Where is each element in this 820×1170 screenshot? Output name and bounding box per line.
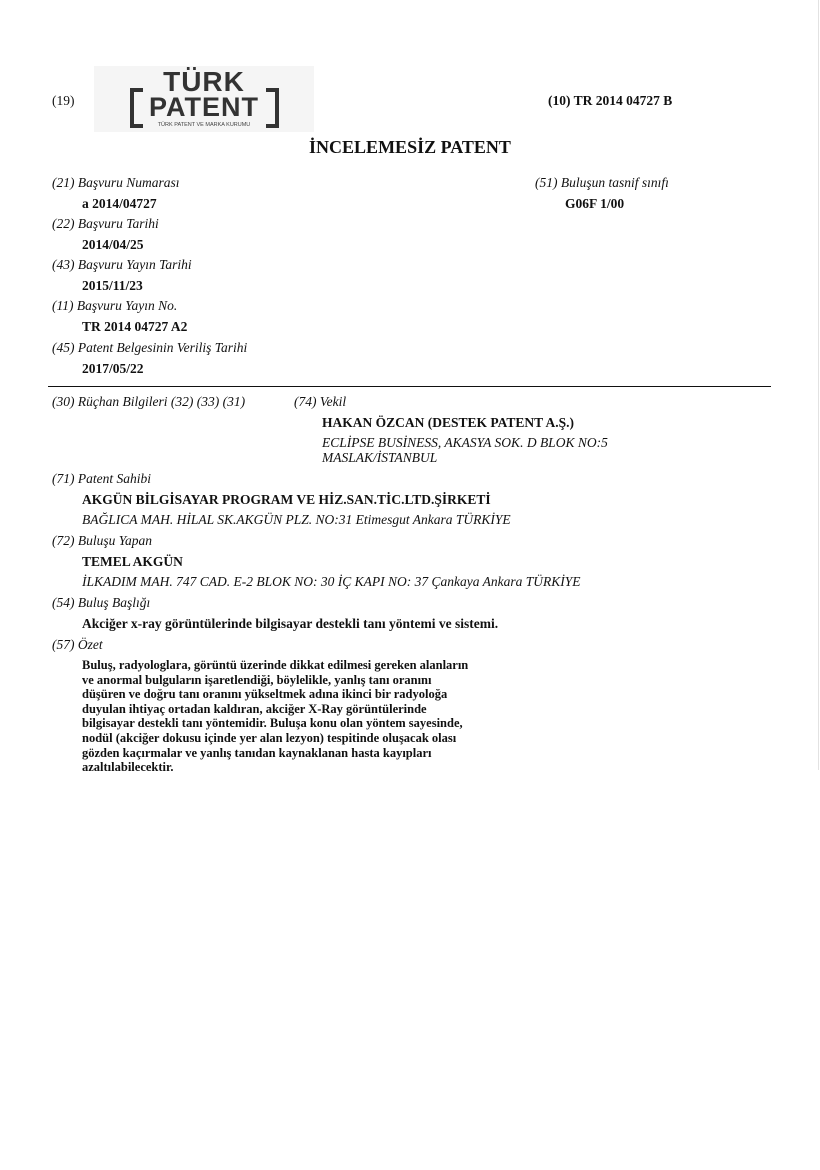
application-publication-date-label: (43) Başvuru Yayın Tarihi (52, 257, 192, 272)
abstract-line: nodül (akciğer dokusu içinde yer alan lezyon) tespitinde oluşacak olası (82, 730, 457, 745)
abstract-line: ve anormal bulguların işaretlendiği, böylelikle, yanlış tanı oranını (82, 672, 432, 687)
turk-patent-logo (94, 66, 314, 132)
field-code-19: (19) (52, 93, 75, 108)
application-number-label: (21) Başvuru Numarası (52, 175, 180, 190)
horizontal-divider (48, 386, 771, 387)
application-publication-no-value: TR 2014 04727 A2 (82, 319, 188, 334)
invention-title-value: Akciğer x-ray görüntülerinde bilgisayar destekli tanı yöntemi ve sistemi. (82, 616, 499, 631)
application-date-label: (22) Başvuru Tarihi (52, 216, 159, 231)
attorney-address-line1: ECLİPSE BUSİNESS, AKASYA SOK. D BLOK NO:5 (322, 435, 608, 450)
application-publication-no-label: (11) Başvuru Yayın No. (52, 298, 178, 313)
abstract-line: bilgisayar destekli tanı yöntemidir. Buluşa konu olan yöntem sayesinde, (82, 716, 463, 731)
patent-owner-label: (71) Patent Sahibi (52, 471, 151, 486)
abstract-line: gözden kaçırmalar ve yanlış tanıdan kaynaklanan hasta kayıpları (82, 745, 432, 760)
logo-turk-text: TÜRK (163, 66, 245, 97)
grant-date-label: (45) Patent Belgesinin Veriliş Tarihi (52, 340, 248, 355)
application-number-value: a 2014/04727 (82, 196, 157, 211)
inventor-address: İLKADIM MAH. 747 CAD. E-2 BLOK NO: 30 İÇ KAPI NO: 37 Çankaya Ankara TÜRKİYE (82, 574, 581, 589)
patent-owner-name: AKGÜN BİLGİSAYAR PROGRAM VE HİZ.SAN.TİC.LTD.ŞİRKETİ (82, 492, 491, 507)
application-publication-date-value: 2015/11/23 (82, 278, 143, 293)
logo-subtitle: TÜRK PATENT VE MARKA KURUMU (157, 122, 251, 128)
attorney-name: HAKAN ÖZCAN (DESTEK PATENT A.Ş.) (322, 415, 575, 430)
classification-value: G06F 1/00 (565, 196, 625, 211)
abstract-line: Buluş, radyologlara, görüntü üzerinde dikkat edilmesi gereken alanların (82, 658, 469, 672)
grant-date-value: 2017/05/22 (82, 361, 144, 376)
priority-label: (30) Rüçhan Bilgileri (32) (33) (31) (52, 394, 246, 409)
patent-owner-address: BAĞLICA MAH. HİLAL SK.AKGÜN PLZ. NO:31 Etimesgut Ankara TÜRKİYE (82, 512, 511, 527)
classification-label: (51) Buluşun tasnif sınıfı (535, 175, 669, 190)
publication-number: (10) TR 2014 04727 B (548, 93, 673, 108)
abstract-line: düşüren ve doğru tanı oranını yükseltmek adına ikinci bir radyoloğa (82, 687, 448, 702)
attorney-address-line2: MASLAK/İSTANBUL (322, 450, 438, 465)
inventor-label: (72) Buluşu Yapan (52, 533, 153, 548)
logo-patent-text: PATENT (149, 92, 259, 122)
application-date-value: 2014/04/25 (82, 237, 144, 252)
inventor-name: TEMEL AKGÜN (82, 554, 183, 569)
document-title: İNCELEMESİZ PATENT (309, 137, 511, 157)
invention-title-label: (54) Buluş Başlığı (52, 595, 151, 610)
attorney-label: (74) Vekil (294, 394, 347, 409)
abstract-line: azaltılabilecektir. (82, 760, 174, 775)
abstract-line: duyulan ihtiyaç ortadan kaldıran, akciğer X-Ray görüntülerinde (82, 701, 427, 716)
abstract-text (82, 658, 530, 775)
abstract-label: (57) Özet (52, 637, 103, 652)
page-edge-shadow (818, 0, 819, 770)
